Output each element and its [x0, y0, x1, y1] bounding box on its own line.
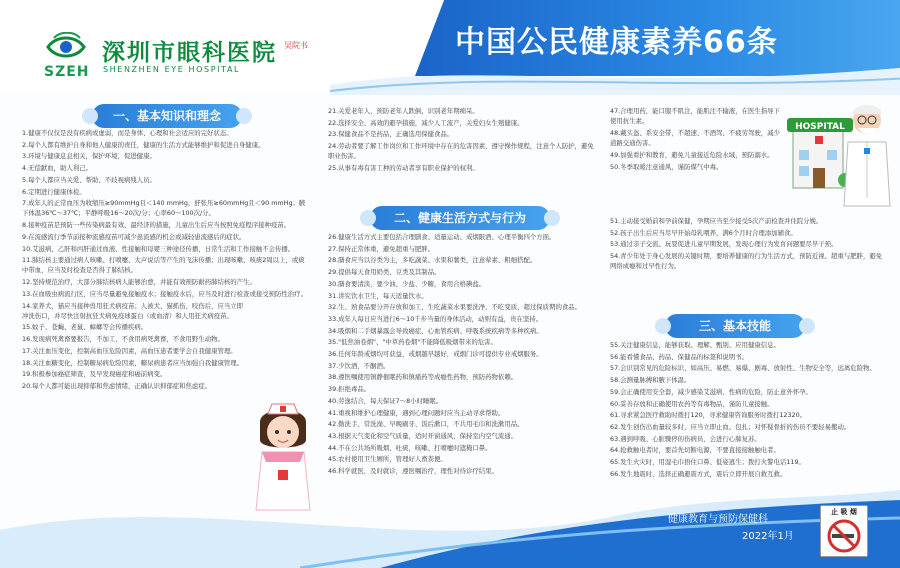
header-wave-decoration: [330, 55, 900, 95]
column-2-bottom: [328, 232, 600, 478]
eye-logo-icon: [46, 32, 86, 62]
item-4: 4.无偿献血，助人利己。: [22, 164, 93, 173]
item-2: 2.每个人都有维护自身和他人健康的责任，健康的生活方式能够维护和促进自身健康。: [22, 140, 265, 149]
item-27: 27.保持正常体重，避免超重与肥胖。: [328, 244, 435, 253]
item-32: 32.生、熟食品要分开存放和加工，生吃蔬菜水果要洗净，不吃变质、超过保质期的食品。: [328, 303, 582, 312]
item-62: 62.发生创伤出血量较多时，应当立即止血、包扎；对怀疑骨折的伤员不要轻易搬动。: [610, 422, 851, 431]
column-3-top: [610, 106, 785, 173]
item-33: 33.成年人每日应当进行6～10千步当量的身体活动，动则有益，贵在坚持。: [328, 314, 543, 323]
item-51: 51.主动接受婚前和孕前保健，孕期应当至少接受5次产前检查并住院分娩。: [610, 217, 823, 225]
item-43: 43.根据天气变化和空气质量，适时开窗通风，保持室内空气流通。: [328, 431, 518, 440]
item-57: 57.会识别常见的危险标识，如高压、易燃、易爆、剧毒、放射性、生物安全等，远离危险物。: [610, 364, 876, 373]
item-63: 63.遇到呼吸、心脏骤停的伤病员，会进行心肺复苏。: [610, 434, 761, 443]
item-39: 39.拒绝毒品。: [328, 385, 371, 394]
item-1: 1.健康不仅仅是没有疾病或虚弱，而是身体、心理和社会适应的完好状态。: [22, 129, 233, 137]
item-55: 55.关注健康信息，能够获取、理解、甄别、应用健康信息。: [610, 341, 780, 349]
item-60: 60.妥善存放和正确使用农药等有毒物品，谨防儿童接触。: [610, 399, 774, 408]
item-30: 30.膳食要清淡，要少油、少盐、少糖，食用合格碘盐。: [328, 279, 486, 288]
item-21: 21.关爱老年人，预防老年人跌倒，识别老年期痴呆。: [328, 107, 479, 115]
item-44: 44.不在公共场所吸烟、吐痰，咳嗽、打喷嚏时遮掩口鼻。: [328, 443, 492, 452]
logo-chinese-name: 深圳市眼科医院: [102, 39, 277, 66]
item-46: 46.科学就医，及时就诊，遵医嘱治疗，理性对待诊疗结果。: [328, 467, 498, 476]
doctor-illustration: [840, 98, 895, 208]
footer-department: 健康教育与预防保健科: [668, 514, 768, 525]
item-28: 28.膳食应当以谷类为主，多吃蔬菜、水果和薯类，注意荤素、粗细搭配。: [328, 256, 537, 265]
column-2-top: [328, 106, 600, 175]
item-11: 11.肺结核主要通过病人咳嗽、打喷嚏、大声说话等产生的飞沫传播；出现咳嗽、咳痰2周以上，或痰中带血，应当及时检查是否得了肺结核。: [22, 256, 305, 275]
item-35: 35."低焦油卷烟"、"中草药卷烟"不能降低吸烟带来的危害。: [328, 338, 497, 347]
hospital-sign-text: HOSPITAL: [795, 122, 845, 132]
item-29: 29.提倡每天食用奶类、豆类及其制品。: [328, 268, 441, 277]
nurse-illustration: [248, 400, 318, 512]
item-56: 56.能看懂食品、药品、保健品的标签和说明书。: [610, 352, 748, 361]
item-13: 13.在血吸虫病流行区，应当尽量避免接触疫水；接触疫水后，应当及时进行检查或接受预防性治疗。: [22, 289, 307, 298]
section-title-lifestyle: 二、健康生活方式与行为: [370, 206, 550, 230]
item-58: 58.会测量脉搏和腋下体温。: [610, 376, 691, 385]
column-3-middle: [610, 216, 888, 273]
item-45: 45.农村使用卫生厕所，管理好人畜粪便。: [328, 455, 447, 464]
item-64: 64.抢救触电者时，要首先切断电源，不要直接接触触电者。: [610, 446, 780, 455]
item-6: 6.定期进行健康体检。: [22, 187, 86, 196]
logo-calligraphy-seal: 吴院书: [284, 41, 308, 50]
item-59: 59.会正确使用安全套，减少感染艾滋病、性病的危险，防止意外怀孕。: [610, 387, 812, 396]
item-52: 52.孩子出生后应当尽早开始母乳喂养，满6个月时合理添加辅食。: [610, 228, 797, 237]
item-34: 34.吸烟和二手烟暴露会导致癌症、心血管疾病、呼吸系统疾病等多种疾病。: [328, 326, 543, 335]
item-37: 37.少饮酒，不酗酒。: [328, 361, 390, 370]
item-66: 66.发生地震时，选择正确避震方式，震后立即开展自救互救。: [610, 469, 787, 478]
item-54: 54.青少年处于身心发展的关键时期，要培养健康的行为生活方式，预防近视、超重与肥胖，避免网络成瘾和过早性行为。: [610, 252, 883, 271]
item-5: 5.每个人都应当关爱、帮助、不歧视病残人员。: [22, 175, 156, 184]
item-22: 22.选择安全、高效的避孕措施，减少人工流产，关爱妇女生殖健康。: [328, 118, 524, 127]
item-47: 47.合理用药，能口服不肌注，能肌注不输液，在医生指导下使用抗生素。: [610, 107, 780, 126]
item-36: 36.任何年龄戒烟均可获益，戒烟越早越好，戒烟门诊可提供专业戒烟服务。: [328, 350, 543, 359]
item-17: 17.关注血压变化，控制高血压危险因素，高血压患者要学会自我健康管理。: [22, 346, 237, 355]
item-25: 25.从事有毒有害工种的劳动者享有职业保护的权利。: [328, 164, 479, 173]
item-23: 23.保健食品不是药品，正确选用保健食品。: [328, 130, 454, 139]
column-3-bottom: [610, 340, 888, 480]
item-31: 31.讲究饮水卫生，每天适量饮水。: [328, 291, 428, 300]
item-14: 14.家养犬、猫应当接种兽用狂犬病疫苗；人被犬、猫抓伤、咬伤后，应当立即冲洗伤口，并尽快注射抗狂犬病免疫球蛋白（或血清）和人用狂犬病疫苗。: [22, 301, 244, 320]
item-49: 49.加强看护和教育，避免儿童接近危险水域，预防溺水。: [610, 150, 774, 159]
item-8: 8.接种疫苗是预防一些传染病最有效、最经济的措施，儿童出生后应当按照免疫程序接种疫苗。: [22, 221, 291, 230]
item-48: 48.戴头盔、系安全带，不超速、不酒驾、不疲劳驾驶，减少道路交通伤害。: [610, 128, 780, 148]
item-10: 10.艾滋病、乙肝和丙肝通过血液、性接触和母婴三种途径传播，日常生活和工作接触不会传播。: [22, 244, 295, 253]
item-50: 50.冬季取暖注意通风，谨防煤气中毒。: [610, 162, 723, 171]
item-38: 38.遵医嘱使用镇静催眠药和镇痛药等成瘾性药物，预防药物依赖。: [328, 373, 518, 382]
logo-english-name: SHENZHEN EYE HOSPITAL: [103, 65, 241, 74]
item-3: 3.环境与健康息息相关，保护环境，促进健康。: [22, 152, 156, 161]
footer-date: 2022年1月: [742, 531, 794, 542]
item-65: 65.发生火灾时，用湿毛巾捂住口鼻、低姿逃生；拨打火警电话119。: [610, 458, 805, 467]
item-26: 26.健康生活方式主要包括合理膳食、适量运动、戒烟限酒、心理平衡四个方面。: [328, 233, 556, 241]
item-18: 18.关注血糖变化，控制糖尿病危险因素，糖尿病患者应当加强自我健康管理。: [22, 358, 244, 367]
item-24: 24.劳动者要了解工作岗位和工作环境中存在的危害因素，遵守操作规程，注意个人防护，避免职业伤害。: [328, 142, 594, 161]
item-61: 61.寻求紧急医疗救助时拨打120，寻求健康咨询服务时拨打12320。: [610, 411, 807, 420]
item-40: 40.劳逸结合，每天保证7～8小时睡眠。: [328, 396, 443, 405]
section-title-basic-knowledge: 一、基本知识和理念: [92, 104, 242, 128]
no-smoking-label: 止 吸 烟: [831, 508, 857, 516]
item-53: 53.通过亲子交流、玩耍促进儿童早期发展，发现心理行为发育问题要尽早干预。: [610, 240, 838, 249]
logo-abbr: SZEH: [44, 64, 90, 80]
item-20: 20.每个人都可能出现抑郁和焦虑情绪，正确认识抑郁症和焦虑症。: [22, 381, 212, 390]
item-16: 16.发现病死禽畜要报告，不加工、不食用病死禽畜，不食用野生动物。: [22, 335, 224, 344]
item-9: 9.在流感流行季节前接种流感疫苗可减少患流感的机会或减轻患流感后的症状。: [22, 232, 246, 241]
item-7: 7.成年人的正常血压为收缩压≥90mmHg且＜140 mmHg，舒张压≥60mmHg且＜90 mmHg；腋下体温36℃～37℃；平静呼吸16～20次/分；心率60～100次/分。: [22, 199, 306, 218]
item-42: 42.勤洗手、常洗澡、早晚刷牙、饭后漱口，不共用毛巾和洗漱用品。: [328, 420, 524, 429]
hospital-logo: [22, 30, 382, 86]
item-19: 19.积极参加癌症筛查，及早发现癌症和癌前病变。: [22, 370, 167, 379]
section-title-skills: 三、基本技能: [665, 314, 805, 338]
item-41: 41.重视和维护心理健康，遇到心理问题时应当主动寻求帮助。: [328, 408, 505, 417]
item-12: 12.坚持规范治疗，大部分肺结核病人能够治愈，并能有效预防耐药肺结核的产生。: [22, 278, 256, 287]
column-1: [22, 128, 307, 393]
item-15: 15.蚊子、苍蝇、老鼠、蟑螂等会传播疾病。: [22, 323, 148, 332]
poster-title: 中国公民健康素养66条: [455, 25, 778, 60]
